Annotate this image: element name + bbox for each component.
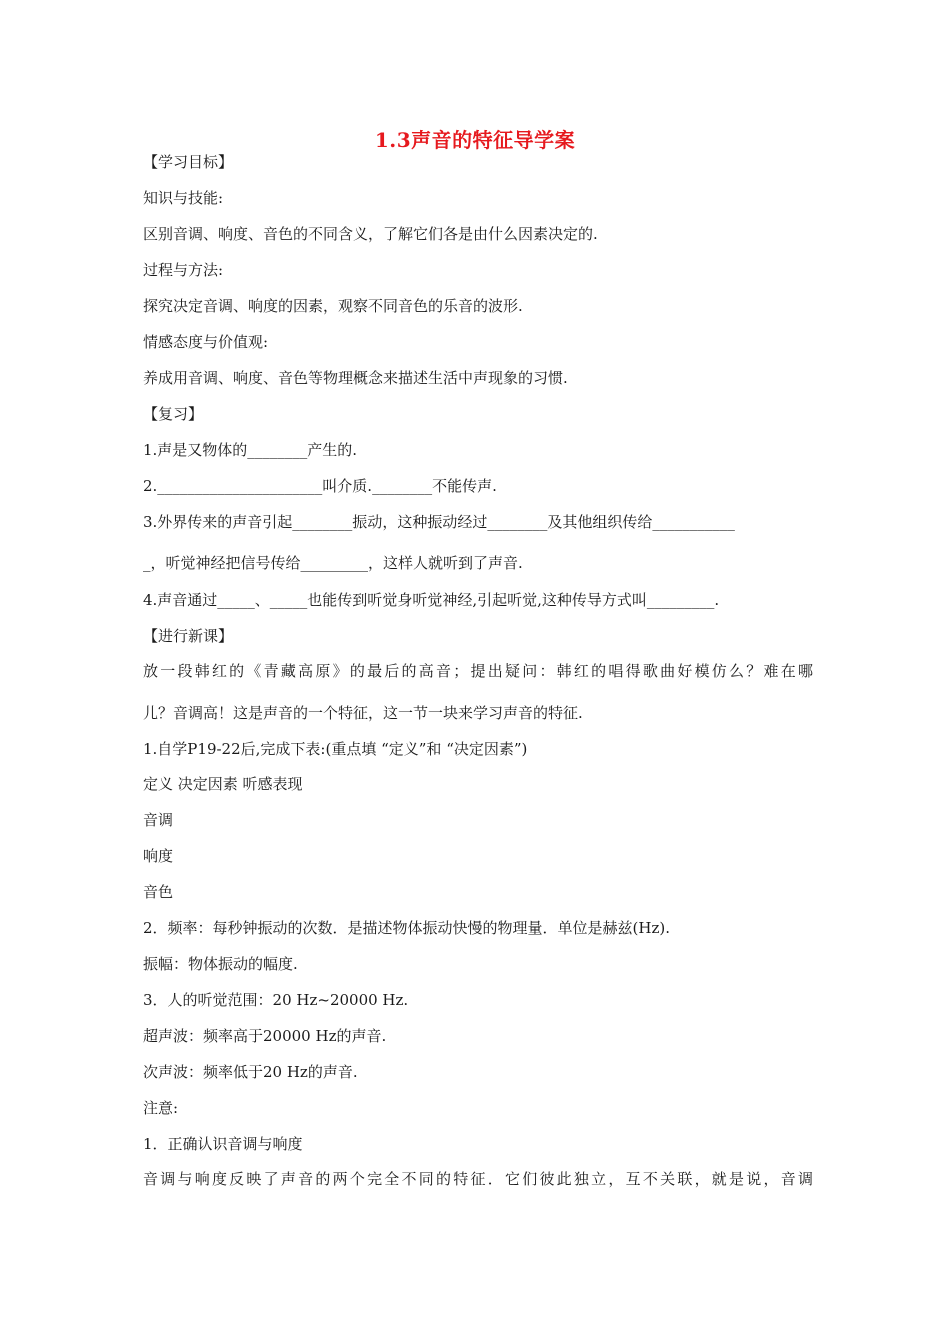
text-line: 1．正确认识音调与响度 — [143, 1135, 303, 1153]
review-question-3-continued: _，听觉神经把信号传给_________，这样人就听到了声音. — [143, 554, 523, 572]
review-question-3: 3.外界传来的声音引起________振动，这种振动经过________及其他组织传给___________ — [143, 513, 735, 531]
text-line: 养成用音调、响度、音色等物理概念来描述生活中声现象的习惯. — [143, 369, 568, 387]
text-line: 超声波：频率高于20000 Hz的声音. — [143, 1027, 387, 1045]
text-line: 儿？音调高！这是声音的一个特征，这一节一块来学习声音的特征. — [143, 704, 583, 722]
text-line: 情感态度与价值观: — [143, 333, 269, 351]
text-line: 知识与技能: — [143, 189, 224, 207]
review-question-4: 4.声音通过_____、_____也能传到听觉身听觉神经,引起听觉,这种传导方式叫_________. — [143, 591, 720, 609]
section-heading-new-lesson: 【进行新课】 — [143, 627, 234, 645]
table-row-label: 响度 — [143, 847, 174, 865]
text-line: 音调与响度反映了声音的两个完全不同的特征．它们彼此独立，互不关联，就是说，音调 — [143, 1170, 813, 1188]
text-line: 3．人的听觉范围：20 Hz~20000 Hz. — [143, 991, 409, 1009]
table-header: 定义 决定因素 听感表现 — [143, 775, 303, 793]
text-line: 注意: — [143, 1099, 179, 1117]
text-line: 探究决定音调、响度的因素，观察不同音色的乐音的波形. — [143, 297, 523, 315]
text-line: 次声波：频率低于20 Hz的声音. — [143, 1063, 358, 1081]
text-line: 区别音调、响度、音色的不同含义，了解它们各是由什么因素决定的. — [143, 225, 598, 243]
text-line: 2．频率：每秒钟振动的次数．是描述物体振动快慢的物理量．单位是赫兹(Hz). — [143, 919, 671, 937]
review-question-1: 1.声是又物体的________产生的. — [143, 441, 358, 459]
section-heading-objectives: 【学习目标】 — [143, 153, 234, 171]
section-heading-review: 【复习】 — [143, 405, 204, 423]
page-title: 1.3声音的特征导学案 — [374, 128, 576, 152]
table-row-label: 音色 — [143, 883, 174, 901]
review-question-2: 2.______________________叫介质.________不能传声. — [143, 477, 497, 495]
text-line: 振幅：物体振动的幅度. — [143, 955, 298, 973]
text-line: 放一段韩红的《青藏高原》的最后的高音；提出疑问：韩红的唱得歌曲好模仿么？难在哪 — [143, 662, 813, 680]
text-line: 过程与方法: — [143, 261, 224, 279]
table-row-label: 音调 — [143, 811, 174, 829]
task-instruction: 1.自学P19-22后,完成下表:(重点填 “定义”和 “决定因素”) — [143, 740, 528, 758]
